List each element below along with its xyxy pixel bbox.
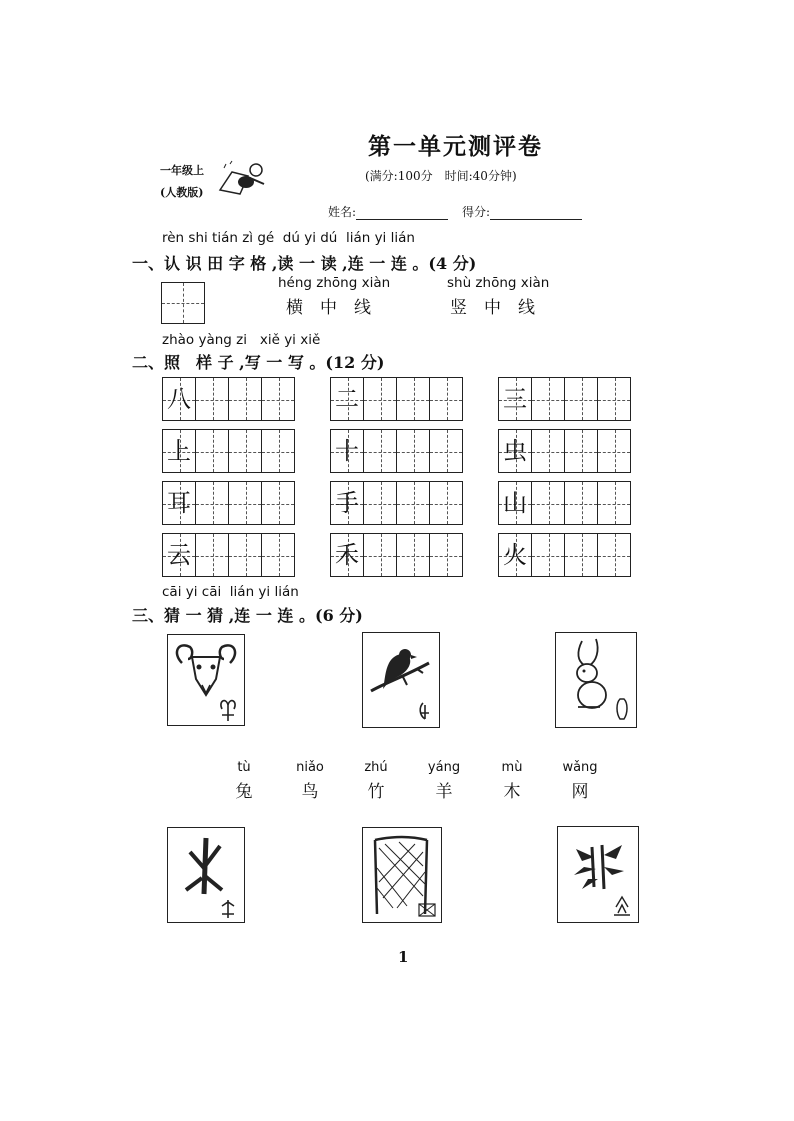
example-char: 火 <box>503 541 527 569</box>
grid-guide-line <box>213 534 214 576</box>
answer-word[interactable] <box>346 760 406 802</box>
answer-word[interactable] <box>414 760 474 802</box>
example-char: 上 <box>167 437 191 465</box>
example-char-cell <box>330 377 364 421</box>
grid-guide-line <box>213 482 214 524</box>
grid-guide-line <box>246 534 247 576</box>
answer-word-hanzi: 网 <box>571 782 589 802</box>
writing-cell[interactable] <box>228 429 262 473</box>
grid-guide-line <box>549 534 550 576</box>
grid-guide-line <box>565 400 597 401</box>
bamboo-picture[interactable] <box>557 826 639 923</box>
example-char-cell <box>162 533 196 577</box>
grid-guide-line <box>381 482 382 524</box>
writing-cell[interactable] <box>363 429 397 473</box>
grid-guide-line <box>549 430 550 472</box>
section2-title: 二、照 样 子 ,写 一 写 。(12 分) <box>132 353 385 372</box>
goat-picture[interactable] <box>167 634 245 726</box>
example-char: 八 <box>167 385 191 413</box>
writing-cell[interactable] <box>261 481 295 525</box>
answer-word-pinyin: zhú <box>364 760 388 775</box>
grid-guide-line <box>532 556 564 557</box>
grid-guide-line <box>262 504 294 505</box>
grade-label <box>160 160 204 204</box>
grid-guide-line <box>262 556 294 557</box>
example-char-cell <box>498 377 532 421</box>
writing-cell[interactable] <box>228 533 262 577</box>
grid-guide-line <box>213 378 214 420</box>
answer-word[interactable] <box>482 760 542 802</box>
writing-cell[interactable] <box>195 377 229 421</box>
writing-cell[interactable] <box>429 429 463 473</box>
section1-pinyin: rèn shi tián zì gé dú yi dú lián yi lián <box>162 230 415 246</box>
grid-guide-line <box>196 400 228 401</box>
edition-text: (人教版) <box>160 186 204 199</box>
writing-cell[interactable] <box>564 481 598 525</box>
answer-word-hanzi: 羊 <box>435 782 453 802</box>
answer-word[interactable] <box>214 760 274 802</box>
grid-guide-line <box>582 534 583 576</box>
grid-guide-line <box>397 556 429 557</box>
grid-guide-line <box>598 556 630 557</box>
grid-guide-line <box>565 504 597 505</box>
grid-guide-line <box>582 378 583 420</box>
grid-guide-line <box>229 400 261 401</box>
grid-guide-line <box>565 556 597 557</box>
grid-guide-line <box>364 400 396 401</box>
grid-guide-line <box>430 556 462 557</box>
writing-cell[interactable] <box>228 481 262 525</box>
tianzige-example <box>161 282 205 324</box>
example-char-cell <box>498 429 532 473</box>
example-char: 禾 <box>335 541 359 569</box>
grid-guide-line <box>262 400 294 401</box>
example-char-cell <box>498 481 532 525</box>
grid-guide-line <box>414 430 415 472</box>
page-number: 1 <box>398 948 409 966</box>
tree-picture[interactable] <box>167 827 245 923</box>
grid-guide-line <box>532 452 564 453</box>
grid-guide-line <box>196 452 228 453</box>
section2-pinyin: zhào yàng zi xiě yi xiě <box>162 332 321 348</box>
grid-guide-line <box>246 378 247 420</box>
grid-guide-line <box>397 400 429 401</box>
writing-cell[interactable] <box>531 533 565 577</box>
writing-cell[interactable] <box>363 481 397 525</box>
writing-cell[interactable] <box>261 533 295 577</box>
grid-guide-line <box>262 452 294 453</box>
answer-word-hanzi: 竹 <box>367 782 385 802</box>
writing-cell[interactable] <box>195 429 229 473</box>
grid-guide-line <box>414 534 415 576</box>
grid-guide-line <box>414 482 415 524</box>
word2-pinyin: shù zhōng xiàn <box>447 275 550 291</box>
writing-cell[interactable] <box>531 481 565 525</box>
answer-word-pinyin: wǎng <box>562 760 598 775</box>
reading-child-logo <box>218 160 270 200</box>
section1-title: 一、认 识 田 字 格 ,读 一 读 ,连 一 连 。(4 分) <box>132 254 477 273</box>
example-char-cell <box>330 481 364 525</box>
grid-guide-line <box>549 378 550 420</box>
grid-guide-line <box>279 430 280 472</box>
net-picture[interactable] <box>362 827 442 923</box>
writing-cell[interactable] <box>363 533 397 577</box>
writing-cell[interactable] <box>363 377 397 421</box>
grid-guide-line <box>397 504 429 505</box>
writing-cell[interactable] <box>396 481 430 525</box>
rabbit-picture[interactable] <box>555 632 637 728</box>
grid-guide-line <box>447 534 448 576</box>
word1-hanzi: 横 中 线 <box>286 298 371 318</box>
writing-cell[interactable] <box>564 533 598 577</box>
answer-word-pinyin: mù <box>501 760 523 775</box>
grid-guide-line <box>279 378 280 420</box>
writing-cell[interactable] <box>564 377 598 421</box>
score-label: 得分: <box>462 205 491 219</box>
score-time-info: (满分:100分 时间:40分钟) <box>365 169 517 183</box>
grid-guide-line <box>279 482 280 524</box>
grid-guide-line <box>196 504 228 505</box>
example-char-cell <box>162 429 196 473</box>
bird-picture[interactable] <box>362 632 440 728</box>
grid-guide-line <box>430 400 462 401</box>
example-char: 云 <box>167 541 191 569</box>
grid-guide-line <box>397 452 429 453</box>
grid-guide-line <box>582 430 583 472</box>
example-char: 二 <box>335 385 359 413</box>
example-char: 三 <box>503 385 527 413</box>
example-char-cell <box>330 429 364 473</box>
writing-cell[interactable] <box>429 377 463 421</box>
grid-guide-line <box>615 430 616 472</box>
example-char: 虫 <box>503 437 527 465</box>
writing-cell[interactable] <box>429 533 463 577</box>
grid-guide-line <box>246 482 247 524</box>
name-blank[interactable] <box>356 207 448 220</box>
score-blank[interactable] <box>490 207 582 220</box>
grid-guide-line <box>615 378 616 420</box>
answer-word[interactable] <box>280 760 340 802</box>
grid-guide-line <box>615 534 616 576</box>
grid-guide-line <box>381 378 382 420</box>
grid-guide-line <box>364 452 396 453</box>
example-char: 手 <box>335 489 359 517</box>
section3-title: 三、猜 一 猜 ,连 一 连 。(6 分) <box>132 606 363 625</box>
writing-cell[interactable] <box>531 429 565 473</box>
grid-guide-line <box>447 482 448 524</box>
example-char: 山 <box>503 489 527 517</box>
writing-cell[interactable] <box>531 377 565 421</box>
writing-cell[interactable] <box>261 377 295 421</box>
name-field[interactable] <box>328 203 448 220</box>
answer-word-hanzi: 鸟 <box>301 782 319 802</box>
writing-cell[interactable] <box>429 481 463 525</box>
answer-word-pinyin: tù <box>237 760 251 775</box>
writing-cell[interactable] <box>564 429 598 473</box>
grid-guide-line <box>598 400 630 401</box>
grid-guide-line <box>229 556 261 557</box>
horizontal-center-line <box>162 303 204 304</box>
grid-guide-line <box>213 430 214 472</box>
grid-guide-line <box>229 504 261 505</box>
word1-pinyin: héng zhōng xiàn <box>278 275 391 291</box>
example-char-cell <box>162 377 196 421</box>
grid-guide-line <box>598 452 630 453</box>
writing-cell[interactable] <box>597 481 631 525</box>
writing-cell[interactable] <box>597 429 631 473</box>
writing-cell[interactable] <box>195 533 229 577</box>
grid-guide-line <box>549 482 550 524</box>
grid-guide-line <box>229 452 261 453</box>
grid-guide-line <box>364 556 396 557</box>
grid-guide-line <box>246 430 247 472</box>
answer-word-pinyin: yáng <box>427 760 461 775</box>
answer-word[interactable] <box>550 760 610 802</box>
grid-guide-line <box>532 400 564 401</box>
writing-cell[interactable] <box>228 377 262 421</box>
section3-pinyin: cāi yi cāi lián yi lián <box>162 584 299 600</box>
grid-guide-line <box>582 482 583 524</box>
example-char: 十 <box>335 437 359 465</box>
score-field[interactable] <box>462 203 582 220</box>
grid-guide-line <box>364 504 396 505</box>
writing-cell[interactable] <box>195 481 229 525</box>
writing-cell[interactable] <box>396 533 430 577</box>
grid-guide-line <box>615 482 616 524</box>
grid-guide-line <box>381 534 382 576</box>
name-label: 姓名: <box>328 205 357 219</box>
grid-guide-line <box>279 534 280 576</box>
page-title: 第一单元测评卷 <box>368 133 543 160</box>
example-char-cell <box>162 481 196 525</box>
answer-word-hanzi: 兔 <box>235 782 253 802</box>
grid-guide-line <box>381 430 382 472</box>
writing-cell[interactable] <box>261 429 295 473</box>
grid-guide-line <box>447 430 448 472</box>
writing-cell[interactable] <box>396 377 430 421</box>
grid-guide-line <box>430 452 462 453</box>
grid-guide-line <box>565 452 597 453</box>
example-char: 耳 <box>167 489 191 517</box>
grid-guide-line <box>598 504 630 505</box>
writing-cell[interactable] <box>597 377 631 421</box>
grid-guide-line <box>532 504 564 505</box>
example-char-cell <box>498 533 532 577</box>
grid-guide-line <box>196 556 228 557</box>
grid-guide-line <box>430 504 462 505</box>
grade-text: 一年级上 <box>160 164 204 177</box>
grid-guide-line <box>447 378 448 420</box>
answer-word-hanzi: 木 <box>503 782 521 802</box>
grid-guide-line <box>414 378 415 420</box>
example-char-cell <box>330 533 364 577</box>
answer-word-pinyin: niǎo <box>296 760 324 775</box>
writing-cell[interactable] <box>396 429 430 473</box>
word2-hanzi: 竖 中 线 <box>450 298 535 318</box>
writing-cell[interactable] <box>597 533 631 577</box>
